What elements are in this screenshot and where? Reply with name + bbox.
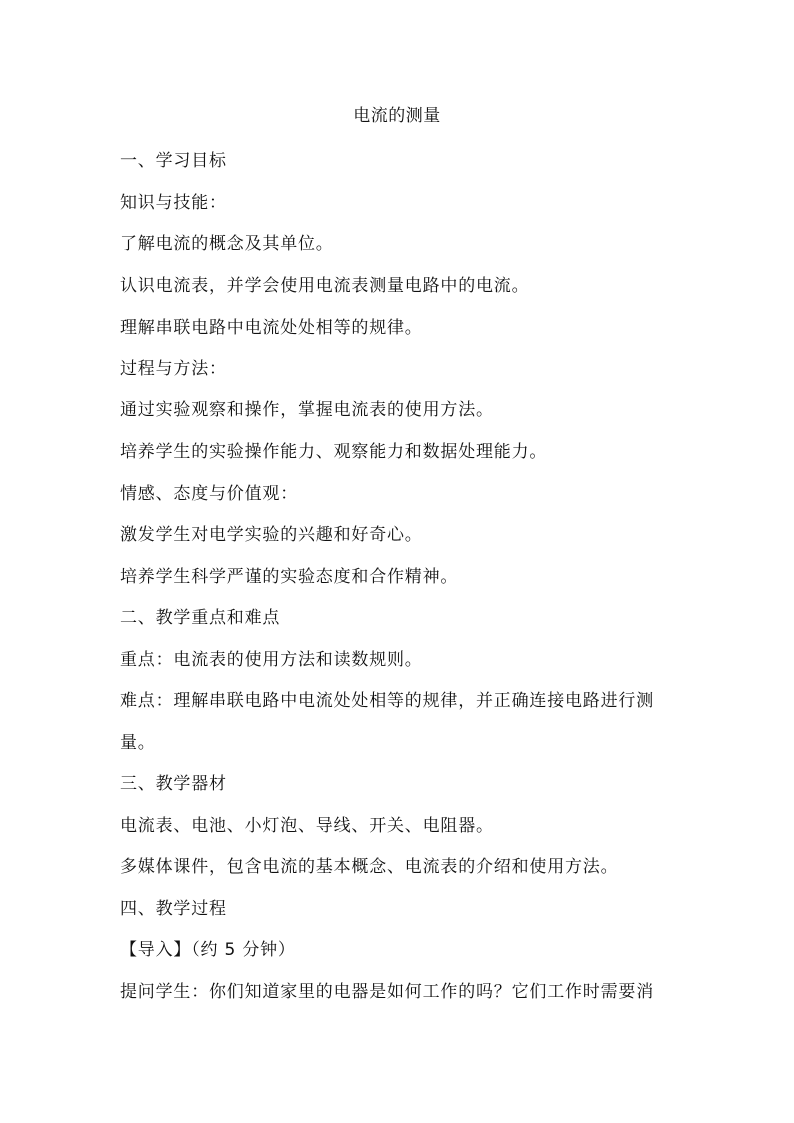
subheading-emotion-values: 情感、态度与价值观： <box>120 484 298 504</box>
section-heading-learning-goals: 一、学习目标 <box>120 151 227 171</box>
paragraph-knowledge-3: 理解串联电路中电流处处相等的规律。 <box>120 318 423 338</box>
paragraph-materials-1: 电流表、电池、小灯泡、导线、开关、电阻器。 <box>120 816 494 836</box>
section-heading-key-points: 二、教学重点和难点 <box>120 608 281 628</box>
paragraph-question: 提问学生：你们知道家里的电器是如何工作的吗？它们工作时需要消 <box>120 982 654 1002</box>
paragraph-focus: 重点：电流表的使用方法和读数规则。 <box>120 650 423 670</box>
paragraph-process-1: 通过实验观察和操作，掌握电流表的使用方法。 <box>120 400 494 420</box>
section-heading-materials: 三、教学器材 <box>120 774 227 794</box>
document-title: 电流的测量 <box>353 106 441 126</box>
paragraph-difficulty-line-1: 难点：理解串联电路中电流处处相等的规律，并正确连接电路进行测 <box>120 691 654 711</box>
paragraph-difficulty-line-2: 量。 <box>120 733 156 753</box>
paragraph-process-2: 培养学生的实验操作能力、观察能力和数据处理能力。 <box>120 442 548 462</box>
paragraph-materials-2: 多媒体课件，包含电流的基本概念、电流表的介绍和使用方法。 <box>120 857 619 877</box>
subheading-knowledge-skills: 知识与技能： <box>120 193 227 213</box>
paragraph-knowledge-2: 认识电流表，并学会使用电流表测量电路中的电流。 <box>120 276 530 296</box>
paragraph-emotion-2: 培养学生科学严谨的实验态度和合作精神。 <box>120 567 459 587</box>
paragraph-knowledge-1: 了解电流的概念及其单位。 <box>120 234 334 254</box>
paragraph-intro: 【导入】（约 5 分钟） <box>120 940 296 960</box>
subheading-process-methods: 过程与方法： <box>120 359 227 379</box>
paragraph-emotion-1: 激发学生对电学实验的兴趣和好奇心。 <box>120 525 423 545</box>
section-heading-teaching-process: 四、教学过程 <box>120 899 227 919</box>
